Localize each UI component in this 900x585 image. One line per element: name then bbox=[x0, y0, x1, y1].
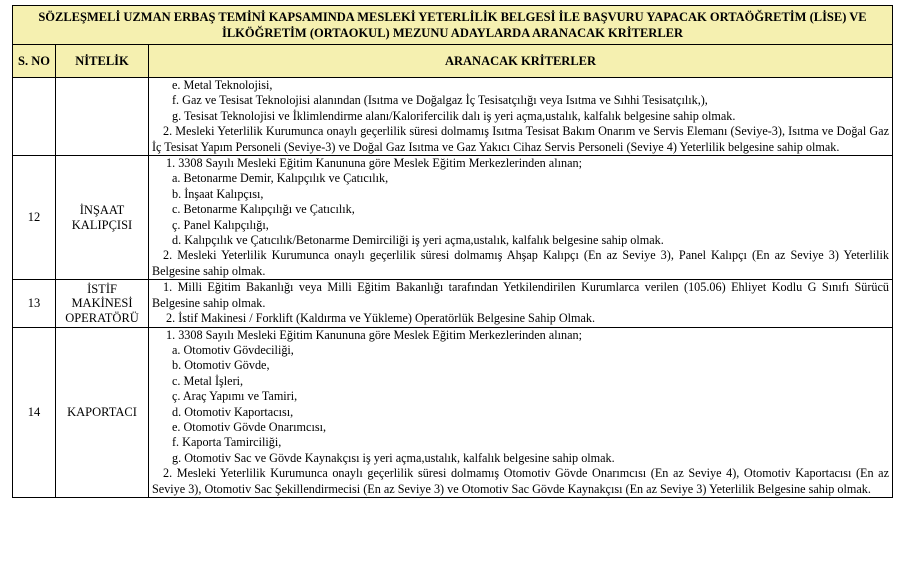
criteria-line: 2. Mesleki Yeterlilik Kurumunca onaylı geçerlilik süresi dolmamış Isıtma Tesisat Bakım Onarım ve Servis Elemanı (Seviye-3), Isıtma ve Doğal Gaz İç Tesisat Yapım Personeli (Seviye-3) ve Doğal Gaz Isıtma ve Gaz Yakıcı Cihaz Servis Personeli (Seviye 4) Yeterlilik belgesine sahip olmak. bbox=[152, 124, 889, 154]
criteria-table bbox=[12, 5, 893, 498]
document-title: SÖZLEŞMELİ UZMAN ERBAŞ TEMİNİ KAPSAMINDA MESLEKİ YETERLİLİK BELGESİ İLE BAŞVURU YAPACAK ORTAÖĞRETİM (LİSE) VE İLKÖĞRETİM (ORTAOKUL) MEZUNU ADAYLARDA ARANACAK KRİTERLER bbox=[13, 6, 893, 45]
row-criteria bbox=[149, 280, 893, 327]
row-nitelik: KAPORTACI bbox=[56, 327, 149, 497]
table-row bbox=[13, 327, 893, 497]
criteria-document bbox=[12, 5, 892, 498]
row-number: 13 bbox=[13, 280, 56, 327]
criteria-line: 2. Mesleki Yeterlilik Kurumunca onaylı geçerlilik süresi dolmamış Ahşap Kalıpçı (En az Seviye 3), Panel Kalıpçı (En az Seviye 3) Yeterlilik Belgesine sahip olmak. bbox=[152, 248, 889, 278]
header-kriterler: ARANACAK KRİTERLER bbox=[149, 45, 893, 78]
criteria-line: b. İnşaat Kalıpçısı, bbox=[172, 186, 264, 201]
criteria-line: 1. 3308 Sayılı Mesleki Eğitim Kanununa göre Meslek Eğitim Merkezlerinden alınan; bbox=[166, 327, 582, 342]
criteria-line: g. Tesisat Teknolojisi ve İklimlendirme alanı/Kaloriferci​lik dalı iş yeri açma,ustalık, kalfalık belgesine sahip olmak. bbox=[172, 108, 736, 123]
criteria-line: ç. Araç Yapımı ve Tamiri, bbox=[172, 389, 298, 404]
row-nitelik: İNŞAAT KALIPÇISI bbox=[56, 156, 149, 280]
criteria-line: f. Kaporta Tamirciliği, bbox=[172, 435, 282, 450]
row-nitelik: İSTİF MAKİNESİ OPERATÖRÜ bbox=[56, 280, 149, 327]
criteria-line: g. Otomotiv Sac ve Gövde Kaynakçısı iş yeri açma,ustalık, kalfalık belgesine sahip olmak. bbox=[172, 450, 615, 465]
row-nitelik bbox=[56, 78, 149, 156]
criteria-line: d. Otomotiv Kaportacısı, bbox=[172, 404, 294, 419]
table-row bbox=[13, 280, 893, 327]
criteria-line: c. Metal İşleri, bbox=[172, 373, 244, 388]
header-row bbox=[13, 45, 893, 78]
criteria-line: d. Kalıpçılık ve Çatıcılık/Betonarme Demirciliği iş yeri açma,ustalık, kalfalık belgesine sahip olmak. bbox=[172, 233, 664, 248]
criteria-line: b. Otomotiv Gövde, bbox=[172, 358, 270, 373]
criteria-line: 1. Milli Eğitim Bakanlığı veya Milli Eğitim Bakanlığı tarafından Yetkilendirilen Kurumlarca verilen (105.06) Ehliyet Kodlu G Sınıfı Sürücü Belgesine sahip olmak. bbox=[152, 280, 889, 310]
table-row bbox=[13, 156, 893, 280]
row-number: 14 bbox=[13, 327, 56, 497]
criteria-line: 1. 3308 Sayılı Mesleki Eğitim Kanununa göre Meslek Eğitim Merkezlerinden alınan; bbox=[166, 156, 582, 171]
row-number bbox=[13, 78, 56, 156]
row-criteria bbox=[149, 327, 893, 497]
header-sno: S. NO bbox=[13, 45, 56, 78]
criteria-line: a. Betonarme Demir, Kalıpçılık ve Çatıcılık, bbox=[172, 171, 389, 186]
criteria-line: c. Betonarme Kalıpçılığı ve Çatıcılık, bbox=[172, 202, 355, 217]
row-number: 12 bbox=[13, 156, 56, 280]
criteria-line: e. Otomotiv Gövde Onarımcısı, bbox=[172, 419, 327, 434]
criteria-line: ç. Panel Kalıpçılığı, bbox=[172, 217, 269, 232]
row-criteria bbox=[149, 78, 893, 156]
criteria-line: a. Otomotiv Gövdeciliği, bbox=[172, 342, 294, 357]
criteria-line: 2. Mesleki Yeterlilik Kurumunca onaylı geçerlilik süresi dolmamış Otomotiv Gövde Onarımcısı (En az Seviye 4), Otomotiv Kaportacısı (En az Seviye 3), Otomotiv Sac Şekillendirmecisi (En az Seviye 3) ve Otomotiv Sac Gövde Kaynakçısı (En az Seviye 3) Yeterlilik Belgesine sahip olmak. bbox=[152, 466, 889, 496]
criteria-line: 2. İstif Makinesi / Forklift (Kaldırma ve Yükleme) Operatörlük Belgesine Sahip Olmak. bbox=[166, 311, 596, 326]
criteria-line: f. Gaz ve Tesisat Teknolojisi alanından (Isıtma ve Doğalgaz İç Tesisatçılığı veya Isıtma ve Sıhhi Tesisatçılık,), bbox=[172, 93, 708, 108]
row-criteria bbox=[149, 156, 893, 280]
criteria-line: e. Metal Teknolojisi, bbox=[172, 78, 273, 92]
header-nitelik: NİTELİK bbox=[56, 45, 149, 78]
table-row bbox=[13, 78, 893, 156]
